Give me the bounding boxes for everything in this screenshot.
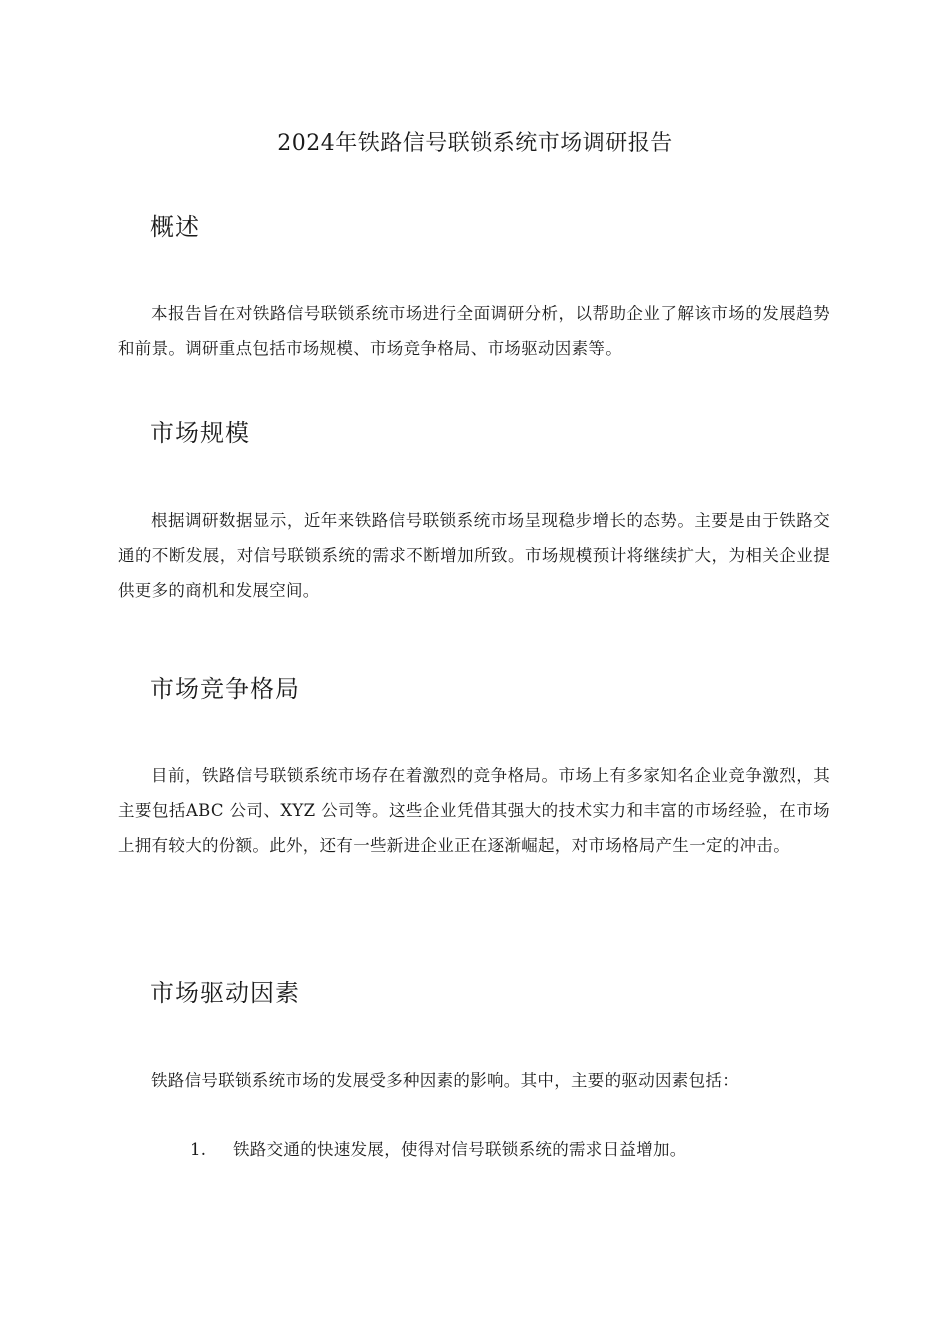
list-item-number: 1. [190, 1140, 207, 1159]
list-item-text: 铁路交通的快速发展，使得对信号联锁系统的需求日益增加。 [233, 1140, 687, 1159]
section-paragraph-drivers: 铁路信号联锁系统市场的发展受多种因素的影响。其中，主要的驱动因素包括： [151, 1071, 739, 1090]
section-heading-market-size: 市场规模 [150, 419, 250, 447]
section-heading-overview: 概述 [150, 213, 200, 241]
list-item [190, 1135, 687, 1165]
section-heading-competition: 市场竞争格局 [150, 675, 300, 703]
section-heading-drivers: 市场驱动因素 [150, 979, 300, 1007]
document-title: 2024年铁路信号联锁系统市场调研报告 [277, 131, 673, 156]
section-paragraph-market-size: 根据调研数据显示，近年来铁路信号联锁系统市场呈现稳步增长的态势。主要是由于铁路交通的不断发展，对信号联锁系统的需求不断增加所致。市场规模预计将继续扩大，为相关企业提供更多的商机和发展空间。 [118, 511, 830, 600]
section-paragraph-competition: 目前，铁路信号联锁系统市场存在着激烈的竞争格局。市场上有多家知名企业竞争激烈，其主要包括ABC 公司、XYZ 公司等。这些企业凭借其强大的技术实力和丰富的市场经验，在市场上拥有较大的份额。此外，还有一些新进企业正在逐渐崛起，对市场格局产生一定的冲击。 [118, 766, 830, 855]
section-paragraph-overview: 本报告旨在对铁路信号联锁系统市场进行全面调研分析，以帮助企业了解该市场的发展趋势和前景。调研重点包括市场规模、市场竞争格局、市场驱动因素等。 [118, 304, 830, 358]
